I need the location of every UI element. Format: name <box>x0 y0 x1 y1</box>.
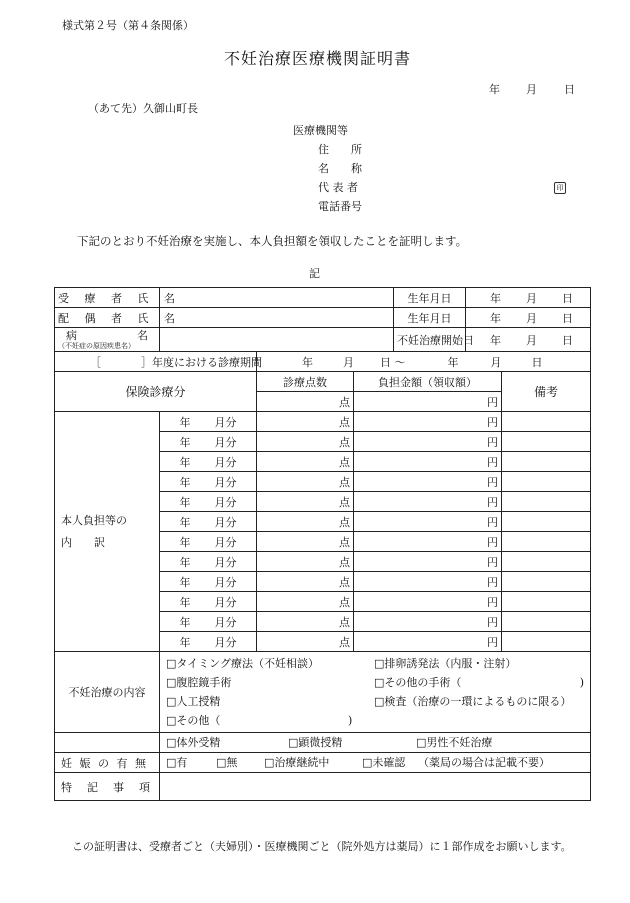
pregnancy-note: （薬局の場合は記載不要） <box>418 756 550 769</box>
certification-statement: 下記のとおり不妊治療を実施し、本人負担額を領収したことを証明します。 <box>77 234 468 248</box>
monthly-row <box>55 412 591 432</box>
points-cell[interactable]: 点 <box>257 452 354 472</box>
patient-name-field[interactable] <box>160 288 394 308</box>
opt-pregnant-yes[interactable]: □有 <box>166 756 188 769</box>
institution-rep-label: 代 表 者 <box>318 181 358 194</box>
spouse-name-field[interactable] <box>160 308 394 328</box>
treatment-options[interactable] <box>160 652 591 733</box>
treatment-options-2[interactable] <box>160 733 591 753</box>
remarks-cell[interactable] <box>502 472 591 492</box>
start-date-label: 不妊治療開始日 <box>394 328 466 352</box>
points-cell[interactable]: 点 <box>257 492 354 512</box>
spouse-name-label: 配 偶 者 氏 名 <box>55 308 160 328</box>
opt-pregnant-no[interactable]: □無 <box>216 756 238 769</box>
points-total-cell[interactable]: 点 <box>257 392 354 412</box>
amount-cell[interactable]: 円 <box>354 552 502 572</box>
date-day: 日 <box>564 83 575 96</box>
monthly-breakdown-label: 本人負担等の 内 訳 <box>55 412 160 652</box>
special-notes-label: 特 記 事 項 <box>55 773 160 801</box>
opt-ovulation[interactable]: □排卵誘発法（内服・注射） <box>374 657 517 670</box>
points-cell[interactable]: 点 <box>257 472 354 492</box>
points-header: 診療点数 <box>257 372 354 392</box>
opt-insemination[interactable]: □人工授精 <box>166 695 221 708</box>
form-number: 様式第２号（第４条関係） <box>62 19 194 32</box>
fiscal-period-label: ［ ］年度における診療期間 <box>55 352 257 372</box>
remarks-cell[interactable] <box>502 512 591 532</box>
patient-dob-field[interactable]: 年 月 日 <box>466 288 591 308</box>
treatment-label: 不妊治療の内容 <box>55 652 160 733</box>
certificate-table <box>54 287 591 801</box>
opt-other-surgery-close: ) <box>579 676 585 689</box>
remarks-cell[interactable] <box>502 552 591 572</box>
points-cell[interactable]: 点 <box>257 632 354 652</box>
remarks-cell[interactable] <box>502 412 591 432</box>
opt-icsi[interactable]: □顕微授精 <box>288 736 343 749</box>
amount-total-cell[interactable]: 円 <box>354 392 502 412</box>
amount-cell[interactable]: 円 <box>354 512 502 532</box>
opt-timing[interactable]: □タイミング療法（不妊相談） <box>166 657 319 670</box>
remarks-cell[interactable] <box>502 632 591 652</box>
spouse-dob-label: 生年月日 <box>394 308 466 328</box>
remarks-cell[interactable] <box>502 432 591 452</box>
institution-phone-label: 電話番号 <box>318 200 362 213</box>
special-notes-field[interactable] <box>160 773 591 801</box>
points-cell[interactable]: 点 <box>257 412 354 432</box>
seal-mark: 印 <box>554 180 566 194</box>
points-cell[interactable]: 点 <box>257 572 354 592</box>
amount-cell[interactable]: 円 <box>354 432 502 452</box>
remarks-cell[interactable] <box>502 532 591 552</box>
patient-dob-label: 生年月日 <box>394 288 466 308</box>
pregnancy-label: 妊 娠 の 有 無 <box>55 753 160 773</box>
opt-ivf[interactable]: □体外受精 <box>166 736 221 749</box>
remarks-cell[interactable] <box>502 612 591 632</box>
month-cell[interactable]: 年 月分 <box>160 532 257 552</box>
points-cell[interactable]: 点 <box>257 612 354 632</box>
date-year: 年 <box>489 83 500 96</box>
addressee: （あて先）久御山町長 <box>88 102 198 115</box>
page-title: 不妊治療医療機関証明書 <box>224 49 412 68</box>
spouse-dob-field[interactable]: 年 月 日 <box>466 308 591 328</box>
disease-label: 病 名 （不妊症の原因疾患名） <box>55 328 160 352</box>
date-month: 月 <box>526 83 537 96</box>
amount-cell[interactable]: 円 <box>354 492 502 512</box>
remarks-header: 備考 <box>502 372 591 412</box>
points-cell[interactable]: 点 <box>257 432 354 452</box>
month-cell[interactable]: 年 月分 <box>160 432 257 452</box>
ki-mark: 記 <box>309 267 320 280</box>
month-cell[interactable]: 年 月分 <box>160 472 257 492</box>
footer-note: この証明書は、受療者ごと（夫婦別）・医療機関ごと（院外処方は薬局）に１部作成をお願いします。 <box>72 840 572 853</box>
amount-cell[interactable]: 円 <box>354 572 502 592</box>
remarks-cell[interactable] <box>502 592 591 612</box>
opt-continuing[interactable]: □治療継続中 <box>264 756 330 769</box>
amount-cell[interactable]: 円 <box>354 532 502 552</box>
points-cell[interactable]: 点 <box>257 512 354 532</box>
month-cell[interactable]: 年 月分 <box>160 592 257 612</box>
opt-other[interactable]: □その他（ <box>166 714 221 727</box>
month-cell[interactable]: 年 月分 <box>160 612 257 632</box>
treatment-label-cont <box>55 733 160 753</box>
month-cell[interactable]: 年 月分 <box>160 452 257 472</box>
opt-other-close: ) <box>348 714 353 727</box>
month-cell[interactable]: 年 月分 <box>160 412 257 432</box>
amount-cell[interactable]: 円 <box>354 592 502 612</box>
points-cell[interactable]: 点 <box>257 592 354 612</box>
month-cell[interactable]: 年 月分 <box>160 572 257 592</box>
month-cell[interactable]: 年 月分 <box>160 552 257 572</box>
fiscal-period-field[interactable]: 年 月 日 〜 年 月 日 <box>257 352 591 372</box>
start-date-field[interactable]: 年 月 日 <box>466 328 591 352</box>
points-cell[interactable]: 点 <box>257 532 354 552</box>
institution-name-label: 名 称 <box>318 162 362 175</box>
remarks-cell[interactable] <box>502 452 591 472</box>
points-cell[interactable]: 点 <box>257 552 354 572</box>
amount-cell[interactable]: 円 <box>354 412 502 432</box>
patient-name-label: 受 療 者 氏 名 <box>55 288 160 308</box>
amount-cell[interactable]: 円 <box>354 452 502 472</box>
institution-heading: 医療機関等 <box>293 124 348 137</box>
institution-address-label: 住 所 <box>318 143 362 156</box>
remarks-cell[interactable] <box>502 572 591 592</box>
opt-laparoscopy[interactable]: □腹腔鏡手術 <box>166 676 232 689</box>
amount-cell[interactable]: 円 <box>354 632 502 652</box>
month-cell[interactable]: 年 月分 <box>160 632 257 652</box>
opt-male-infertility[interactable]: □男性不妊治療 <box>416 736 493 749</box>
amount-header: 負担金額（領収額） <box>354 372 502 392</box>
amount-cell[interactable]: 円 <box>354 472 502 492</box>
month-cell[interactable]: 年 月分 <box>160 492 257 512</box>
insurance-category-header: 保険診療分 <box>55 372 257 412</box>
opt-other-surgery[interactable]: □その他の手術（ <box>374 676 462 689</box>
disease-field[interactable] <box>160 328 394 352</box>
amount-cell[interactable]: 円 <box>354 612 502 632</box>
monthly-breakdown <box>55 412 591 652</box>
opt-unconfirmed[interactable]: □未確認 <box>362 756 406 769</box>
remarks-cell[interactable] <box>502 492 591 512</box>
opt-exam[interactable]: □検査（治療の一環によるものに限る） <box>374 695 572 708</box>
pregnancy-options[interactable] <box>160 753 591 773</box>
month-cell[interactable]: 年 月分 <box>160 512 257 532</box>
